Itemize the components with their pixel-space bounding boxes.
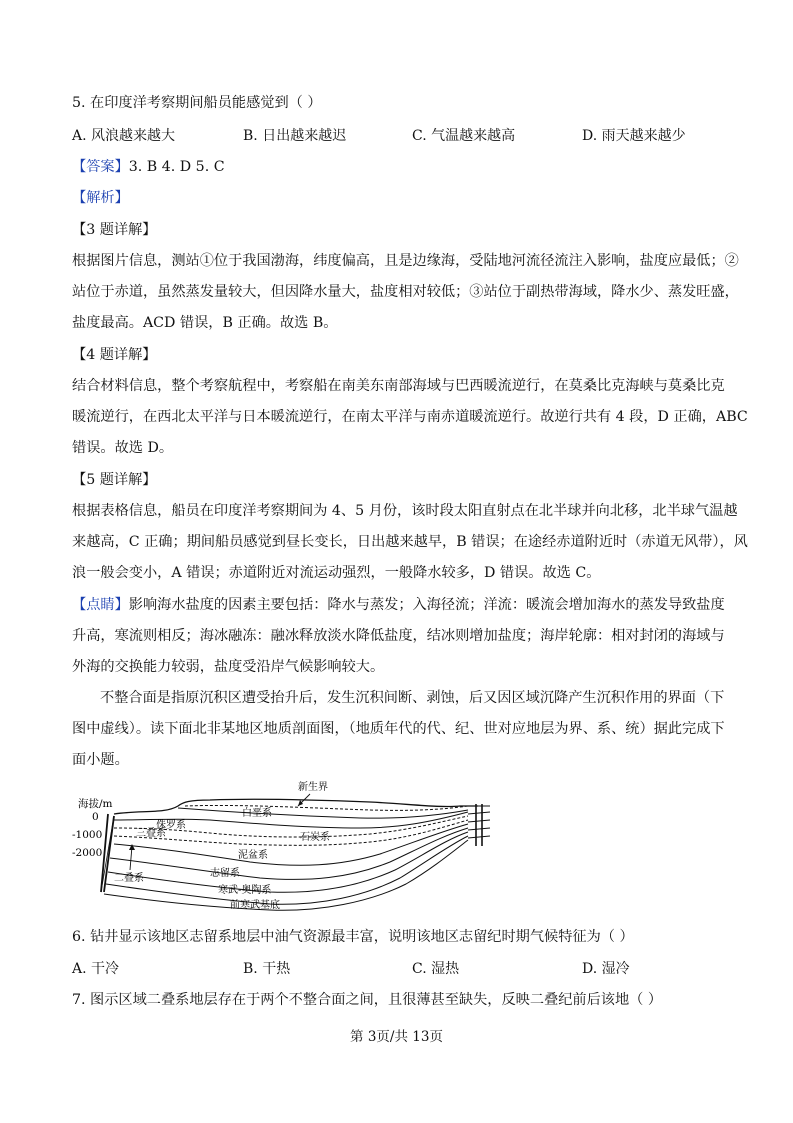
analysis-label: 【解析】 [72, 190, 129, 206]
geologic-cross-section [70, 776, 500, 916]
d4-title: 【4 题详解】 [72, 347, 157, 363]
q5-option-a: A. 风浪越来越大 [72, 128, 176, 144]
label-triassic: 三叠系 [136, 828, 166, 839]
tip-line-3: 外海的交换能力较弱，盐度受沿岸气候影响较大。 [72, 659, 385, 675]
q5-option-c: C. 气温越来越高 [412, 128, 516, 144]
material-line-2: 图中虚线）。读下面北非某地区地质剖面图，（地质年代的代、纪、世对应地层为界、系、统）据此完成下 [72, 721, 725, 737]
label-carboniferous: 石炭系 [300, 832, 330, 843]
q6-stem: 6. 钻井显示该地区志留系地层中油气资源最丰富，说明该地区志留纪时期气候特征为（ ） [72, 929, 634, 945]
label-cambrian-ordovician: 寒武-奥陶系 [218, 885, 272, 896]
d5-line-3: 浪一般会变小，A 错误；赤道附近对流运动强烈，一般降水较多，D 错误。故选 C。 [72, 565, 601, 581]
material-line-1: 不整合面是指原沉积区遭受抬升后，发生沉积间断、剥蚀，后又因区域沉降产生沉积作用的界面（下 [100, 690, 725, 706]
label-cenozoic: 新生界 [298, 782, 328, 793]
d3-title: 【3 题详解】 [72, 222, 157, 238]
d3-line-1: 根据图片信息，测站①位于我国渤海，纬度偏高，且是边缘海，受陆地河流径流注入影响，盐度应最低；② [72, 253, 739, 269]
material-line-3: 面小题。 [72, 752, 129, 768]
label-permian: 二叠系 [114, 873, 144, 884]
label-jurassic: 侏罗系 [156, 820, 186, 831]
q6-option-d: D. 湿冷 [582, 961, 630, 977]
surface-line [114, 799, 478, 814]
d4-line-2: 暖流逆行，在西北太平洋与日本暖流逆行，在南太平洋与南赤道暖流逆行。故逆行共有 4 段，D 正确，ABC [72, 409, 748, 425]
d5-title: 【5 题详解】 [72, 472, 157, 488]
q6-option-c: C. 湿热 [412, 961, 460, 977]
q5-stem: 5. 在印度洋考察期间船员能感觉到（ ） [72, 95, 322, 111]
tick-1000: -1000 [72, 829, 103, 841]
answer-line [72, 157, 225, 177]
page-footer: 第 3页/共 13页 [350, 1029, 443, 1045]
answer-label: 【答案】 [72, 159, 129, 175]
tip-line-2: 升高，寒流则相反；海冰融冻：融冰释放淡水降低盐度，结冰则增加盐度；海岸轮廓：相对封闭的海域与 [72, 628, 725, 644]
tick-0: 0 [92, 811, 99, 823]
d3-line-2: 站位于赤道，虽然蒸发量较大，但因降水量大，盐度相对较低；③站位于副热带海域，降水少、蒸发旺盛， [72, 284, 739, 300]
q5-option-d: D. 雨天越来越少 [582, 128, 686, 144]
tip-label: 【点睛】 [72, 597, 129, 613]
tip-line-1 [72, 595, 725, 615]
d4-line-3: 错误。故选 D。 [72, 440, 174, 456]
label-cretaceous: 白垩系 [242, 808, 272, 819]
d4-line-1: 结合材料信息，整个考察航程中，考察船在南美东南部海域与巴西暖流逆行，在莫桑比克海峡与莫桑比克 [72, 378, 725, 394]
label-silurian: 志留系 [210, 868, 240, 879]
d5-line-2: 来越高，C 正确；期间船员感觉到昼长变长，日出越来越早，B 错误；在途经赤道附近时（赤道无风带），风 [72, 534, 748, 550]
d5-line-1: 根据表格信息，船员在印度洋考察期间为 4、5 月份，该时段太阳直射点在北半球并向北移，北半球气温越 [72, 503, 738, 519]
q6-option-b: B. 干热 [243, 961, 291, 977]
answer-text: 3. B 4. D 5. C [128, 159, 225, 175]
q7-stem: 7. 图示区域二叠系地层存在于两个不整合面之间，且很薄甚至缺失，反映二叠纪前后该地（ ） [72, 992, 663, 1008]
axis-label: 海拔/m [78, 798, 113, 810]
d3-line-3: 盐度最高。ACD 错误，B 正确。故选 B。 [72, 315, 338, 331]
left-fault-2 [104, 816, 114, 892]
tip-text-1: 影响海水盐度的因素主要包括：降水与蒸发；入海径流；洋流：暖流会增加海水的蒸发导致盐度 [128, 597, 725, 613]
label-precambrian: 前寒武基底 [230, 900, 280, 911]
q6-option-a: A. 干冷 [72, 961, 120, 977]
label-devonian: 泥盆系 [238, 850, 268, 861]
q5-option-b: B. 日出越来越迟 [243, 128, 347, 144]
tick-2000: -2000 [72, 847, 103, 859]
